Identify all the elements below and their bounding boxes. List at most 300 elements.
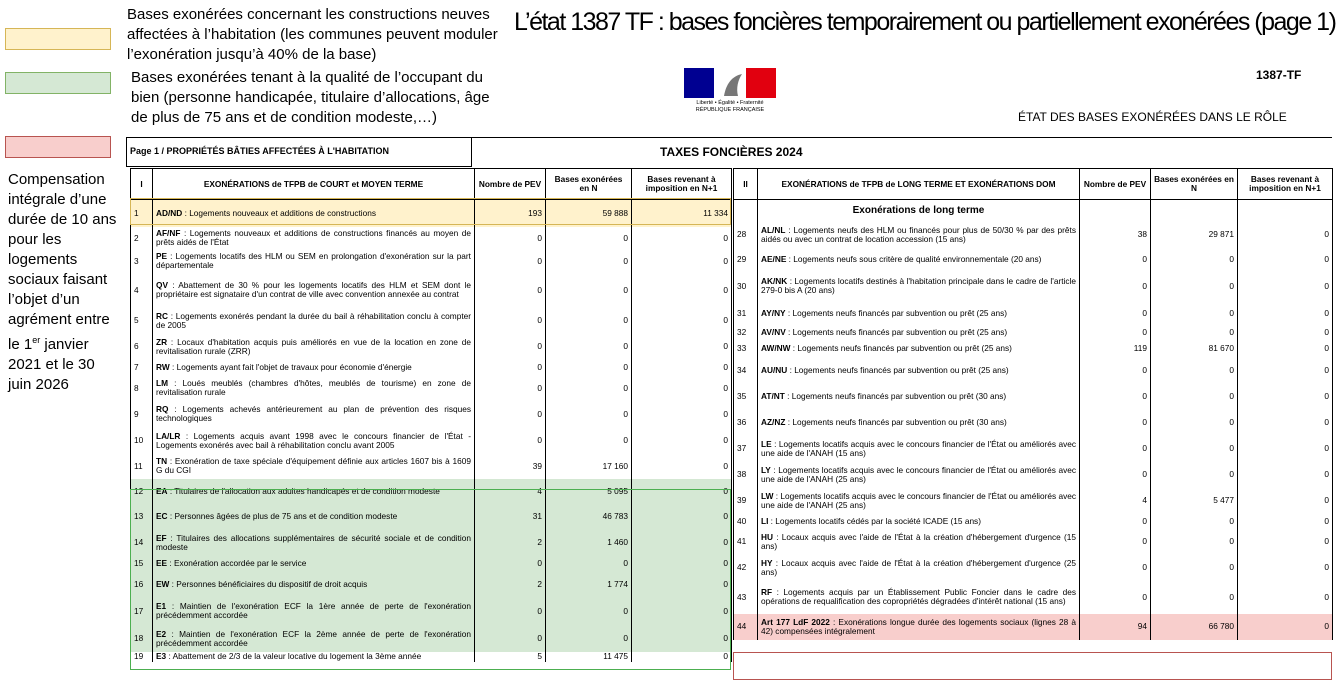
row-number: 19 xyxy=(131,652,153,662)
row-description xyxy=(758,384,1080,410)
row-bases-taxable: 0 xyxy=(1238,248,1333,271)
row-number: 11 xyxy=(131,454,153,479)
row-bases-taxable: 0 xyxy=(1238,555,1333,581)
legend-text-occupant: Bases exonérées tenant à la qualité de l’occupant du bien (personne handicapée, titulaire d’allocations, âge de plus de 75 ans et de condition modeste,…) xyxy=(131,69,490,126)
table-row xyxy=(131,273,732,308)
row-text: : Logements exonérés pendant la durée du bail à réhabilitation conclu à compter de 2005 xyxy=(156,310,471,330)
row-number: 36 xyxy=(734,410,758,436)
row-bases-taxable: 0 xyxy=(632,454,732,479)
row-description xyxy=(758,555,1080,581)
row-number: 33 xyxy=(734,341,758,357)
row-code: LM xyxy=(156,378,168,388)
republic-logo xyxy=(684,68,776,120)
long-term-exemptions-table xyxy=(733,168,1333,640)
row-number: 7 xyxy=(131,360,153,376)
row-pev: 0 xyxy=(1080,555,1151,581)
row-pev: 5 xyxy=(475,652,546,662)
row-pev: 0 xyxy=(475,401,546,428)
row-code: LI xyxy=(761,515,769,526)
row-pev: 0 xyxy=(1080,357,1151,384)
row-bases-taxable: 0 xyxy=(632,597,732,626)
table-row xyxy=(131,652,732,662)
row-code: AL/NL xyxy=(761,224,786,235)
row-description xyxy=(153,401,475,428)
row-pev: 0 xyxy=(1080,436,1151,462)
row-description xyxy=(758,271,1080,302)
table-row xyxy=(131,227,732,250)
row-bases-taxable: 0 xyxy=(1238,462,1333,488)
legend-swatch-yellow xyxy=(5,28,111,50)
row-bases-taxable: 0 xyxy=(1238,357,1333,384)
row-bases-taxable: 11 334 xyxy=(632,200,732,227)
row-pev: 119 xyxy=(1080,341,1151,357)
row-bases-exempted: 5 095 xyxy=(546,479,632,504)
table-row xyxy=(131,572,732,597)
row-bases-exempted: 0 xyxy=(1151,436,1238,462)
table-row xyxy=(131,250,732,273)
row-code: AZ/NZ xyxy=(761,417,786,427)
table-row xyxy=(131,597,732,626)
table-row xyxy=(734,410,1333,436)
row-pev: 4 xyxy=(1080,488,1151,514)
table-row xyxy=(131,626,732,652)
row-description xyxy=(758,614,1080,640)
row-bases-exempted: 0 xyxy=(1151,462,1238,488)
table-row xyxy=(131,556,732,572)
row-text: : Exonération accordée par le service xyxy=(167,558,307,568)
row-description xyxy=(153,626,475,652)
marianne-icon xyxy=(684,68,776,98)
row-bases-exempted: 0 xyxy=(1151,514,1238,529)
row-pev: 0 xyxy=(1080,410,1151,436)
row-description xyxy=(153,479,475,504)
row-bases-taxable: 0 xyxy=(1238,488,1333,514)
row-code: AW/NW xyxy=(761,343,791,353)
row-bases-taxable: 0 xyxy=(632,308,732,334)
row-code: AY/NY xyxy=(761,307,786,318)
legend-swatch-green xyxy=(5,72,111,94)
row-description xyxy=(153,360,475,376)
row-bases-exempted: 0 xyxy=(546,273,632,308)
row-description xyxy=(758,462,1080,488)
row-pev: 0 xyxy=(475,376,546,401)
row-bases-taxable: 0 xyxy=(632,556,732,572)
row-pev: 38 xyxy=(1080,222,1151,248)
row-description xyxy=(758,302,1080,325)
section-title-row xyxy=(734,200,1333,222)
table-row xyxy=(734,529,1333,555)
row-bases-taxable: 0 xyxy=(1238,410,1333,436)
row-code: RW xyxy=(156,362,170,372)
row-text: : Exonérations longue durée des logements sociaux (lignes 28 à 42) compensées intégralement xyxy=(761,616,1077,636)
header-exemptions: EXONÉRATIONS de TFPB de LONG TERME ET EXONÉRATIONS DOM xyxy=(758,169,1080,200)
row-bases-exempted: 0 xyxy=(546,597,632,626)
row-description xyxy=(153,504,475,530)
row-code: RF xyxy=(761,587,773,597)
row-number: 16 xyxy=(131,572,153,597)
row-text: : Logements locatifs acquis avec le concours financier de l'État ou améliorés avec une aide de l'ANAH (25 ans) xyxy=(761,490,1076,510)
table-row xyxy=(734,514,1333,529)
row-bases-taxable: 0 xyxy=(632,250,732,273)
row-code: TN xyxy=(156,456,168,466)
row-text: : Logements locatifs des HLM ou SEM en prolongation d'exonération sur la part départementale xyxy=(156,251,471,270)
row-bases-taxable: 0 xyxy=(1238,436,1333,462)
row-pev: 0 xyxy=(1080,514,1151,529)
row-number: 30 xyxy=(734,271,758,302)
row-number: 8 xyxy=(131,376,153,401)
page-title: L’état 1387 TF : bases foncières temporairement ou partiellement exonérées (page 1) xyxy=(514,8,1336,36)
short-term-exemptions-table xyxy=(130,168,732,662)
table-row xyxy=(734,302,1333,325)
row-bases-taxable: 0 xyxy=(632,652,732,662)
row-code: LE xyxy=(761,438,772,449)
row-pev: 39 xyxy=(475,454,546,479)
row-bases-exempted: 17 160 xyxy=(546,454,632,479)
row-text: : Logements ayant fait l'objet de travaux pour économie d'énergie xyxy=(169,362,412,372)
row-text: : Loués meublés (chambres d'hôtes, meublés de tourisme) en zone de revitalisation rurale xyxy=(156,378,471,397)
row-pev: 0 xyxy=(1080,384,1151,410)
row-code: HU xyxy=(761,531,773,542)
table-row xyxy=(131,401,732,428)
row-number: 32 xyxy=(734,325,758,341)
row-text: : Personnes bénéficiaires du dispositif de droit acquis xyxy=(169,578,368,589)
row-bases-exempted: 0 xyxy=(1151,384,1238,410)
row-description xyxy=(758,357,1080,384)
row-text: : Logements neufs financés par subvention ou prêt (25 ans) xyxy=(785,307,1007,318)
table-row xyxy=(734,436,1333,462)
row-bases-taxable: 0 xyxy=(632,273,732,308)
row-description xyxy=(758,581,1080,614)
row-number: 18 xyxy=(131,626,153,652)
row-pev: 2 xyxy=(475,530,546,556)
row-bases-exempted: 0 xyxy=(546,626,632,652)
row-number: 13 xyxy=(131,504,153,530)
row-bases-exempted: 66 780 xyxy=(1151,614,1238,640)
row-description xyxy=(153,376,475,401)
row-number: 28 xyxy=(734,222,758,248)
table-row xyxy=(734,248,1333,271)
row-text: : Exonération de taxe spéciale d'équipement définie aux articles 1607 bis à 1609 G du CGI xyxy=(156,456,471,475)
row-description xyxy=(758,325,1080,341)
row-pev: 0 xyxy=(1080,529,1151,555)
header-exemptions: EXONÉRATIONS de TFPB de COURT et MOYEN TERME xyxy=(153,169,475,200)
row-number: 12 xyxy=(131,479,153,504)
row-code: Art 177 LdF 2022 xyxy=(761,616,830,627)
row-number: 40 xyxy=(734,514,758,529)
row-text: : Logements locatifs acquis avec le concours financier de l'État ou améliorés avec une aide de l'ANAH (15 ans) xyxy=(761,438,1076,458)
row-bases-taxable: 0 xyxy=(632,504,732,530)
row-bases-taxable: 0 xyxy=(632,401,732,428)
row-text: : Logements neufs financés par subvention ou prêt (30 ans) xyxy=(785,417,1007,427)
row-text: : Locaux d'habitation acquis puis améliorés en vue de la location en zone de revitalisation rurale (ZRR) xyxy=(156,336,471,356)
row-bases-exempted: 0 xyxy=(1151,581,1238,614)
legend-text-compensation: Compensation intégrale d’une durée de 10 ans pour les logements sociaux faisant l’objet d’un agrément entre le 1er janvier 2021 et le 30 juin 2026 xyxy=(8,171,117,393)
taxes-header: TAXES FONCIÈRES 2024 xyxy=(660,145,803,159)
row-description xyxy=(758,488,1080,514)
row-code: EE xyxy=(156,558,168,568)
row-bases-exempted: 0 xyxy=(1151,325,1238,341)
row-bases-taxable: 0 xyxy=(632,626,732,652)
row-pev: 0 xyxy=(475,334,546,360)
row-bases-taxable: 0 xyxy=(1238,384,1333,410)
row-number: 15 xyxy=(131,556,153,572)
row-bases-taxable: 0 xyxy=(1238,302,1333,325)
row-code: EC xyxy=(156,511,168,521)
row-description xyxy=(758,436,1080,462)
row-text: : Logements achevés antérieurement au plan de prévention des risques technologiques xyxy=(156,404,471,423)
row-bases-taxable: 0 xyxy=(632,572,732,597)
row-pev: 0 xyxy=(475,428,546,454)
row-number: 29 xyxy=(734,248,758,271)
row-number: 2 xyxy=(131,227,153,250)
row-number: 37 xyxy=(734,436,758,462)
row-description xyxy=(153,572,475,597)
row-text: : Logements nouveaux et additions de constructions xyxy=(182,207,376,218)
table-row xyxy=(131,334,732,360)
legend-swatch-red xyxy=(5,136,111,158)
row-pev: 0 xyxy=(475,556,546,572)
row-code: LW xyxy=(761,490,774,501)
row-text: : Abattement de 30 % pour les logements locatifs des HLM et SEM dont le propriétaire est signataire d'un contrat de ville avec convention annexée au contrat xyxy=(156,280,471,299)
table-row xyxy=(734,555,1333,581)
row-text: : Logements neufs sous critère de qualité environnementale (20 ans) xyxy=(786,253,1042,264)
row-code: EF xyxy=(156,532,167,543)
row-number: 39 xyxy=(734,488,758,514)
row-number: 17 xyxy=(131,597,153,626)
row-bases-exempted: 0 xyxy=(546,428,632,454)
header-index: II xyxy=(734,169,758,200)
table-row xyxy=(131,428,732,454)
row-pev: 0 xyxy=(475,626,546,652)
row-description xyxy=(153,227,475,250)
table-row xyxy=(734,222,1333,248)
row-bases-exempted: 0 xyxy=(1151,302,1238,325)
row-pev: 0 xyxy=(1080,325,1151,341)
row-bases-taxable: 0 xyxy=(1238,581,1333,614)
row-pev: 0 xyxy=(475,360,546,376)
row-bases-taxable: 0 xyxy=(1238,341,1333,357)
row-number: 43 xyxy=(734,581,758,614)
row-bases-taxable: 0 xyxy=(632,376,732,401)
row-bases-taxable: 0 xyxy=(1238,529,1333,555)
header-bases-taxable: Bases revenant à imposition en N+1 xyxy=(632,169,732,200)
row-pev: 0 xyxy=(475,273,546,308)
row-code: EA xyxy=(156,485,168,496)
row-text: : Logements locatifs cédés par la société ICADE (15 ans) xyxy=(768,515,981,526)
table-header-row xyxy=(131,169,732,200)
taxes-header-box xyxy=(472,137,1332,167)
row-bases-exempted: 0 xyxy=(546,308,632,334)
row-bases-taxable: 0 xyxy=(632,479,732,504)
header-index: I xyxy=(131,169,153,200)
legend-text-new-constructions: Bases exonérées concernant les constructions neuves affectées à l’habitation (les communes peuvent moduler l’exonération jusqu’à 40% de la base) xyxy=(127,6,498,63)
row-pev: 0 xyxy=(1080,581,1151,614)
row-pev: 0 xyxy=(475,597,546,626)
row-bases-taxable: 0 xyxy=(632,530,732,556)
row-description xyxy=(153,652,475,662)
row-bases-exempted: 0 xyxy=(1151,248,1238,271)
row-bases-exempted: 0 xyxy=(1151,271,1238,302)
row-code: E2 xyxy=(156,628,167,639)
row-description xyxy=(758,222,1080,248)
row-bases-exempted: 1 460 xyxy=(546,530,632,556)
row-bases-exempted: 0 xyxy=(546,360,632,376)
row-description xyxy=(153,308,475,334)
table-row xyxy=(734,614,1333,640)
row-description xyxy=(153,250,475,273)
row-pev: 0 xyxy=(1080,462,1151,488)
row-pev: 193 xyxy=(475,200,546,227)
row-description xyxy=(153,454,475,479)
row-description xyxy=(758,410,1080,436)
table-row xyxy=(131,504,732,530)
row-bases-exempted: 81 670 xyxy=(1151,341,1238,357)
row-description xyxy=(758,514,1080,529)
row-bases-exempted: 0 xyxy=(546,250,632,273)
form-code: 1387-TF xyxy=(1256,68,1302,82)
logo-caption: Liberté • Égalité • Fraternité RÉPUBLIQUE FRANÇAISE xyxy=(695,100,765,113)
row-text: : Logements locatifs destinés à l'habitation principale dans le cadre de l'article 279-0 bis A (20 ans) xyxy=(761,276,1076,295)
row-pev: 0 xyxy=(1080,302,1151,325)
row-pev: 94 xyxy=(1080,614,1151,640)
row-text: : Logements neufs des HLM ou financés pour plus de 50/30 % par des prêts aidés ou avec un contrat de location accession (15 ans) xyxy=(761,224,1076,244)
row-code: RQ xyxy=(156,404,169,414)
row-code: RC xyxy=(156,310,168,321)
row-bases-taxable: 0 xyxy=(632,360,732,376)
table-row xyxy=(131,530,732,556)
row-text: : Personnes âgées de plus de 75 ans et de condition modeste xyxy=(167,511,398,521)
row-bases-exempted: 29 871 xyxy=(1151,222,1238,248)
row-bases-taxable: 0 xyxy=(1238,271,1333,302)
row-pev: 0 xyxy=(475,227,546,250)
row-number: 9 xyxy=(131,401,153,428)
row-bases-exempted: 0 xyxy=(546,556,632,572)
row-code: AK/NK xyxy=(761,276,788,286)
table-row xyxy=(734,581,1333,614)
row-pev: 31 xyxy=(475,504,546,530)
row-text: : Logements neufs financés par subvention ou prêt (25 ans) xyxy=(787,364,1009,375)
row-text: : Logements acquis avant 1998 avec le concours financier de l'État - Logements exonérés avec bail à réhabilitation conclu avant 2005 xyxy=(156,430,471,450)
row-pev: 0 xyxy=(475,308,546,334)
row-description xyxy=(153,200,475,227)
table-header-row xyxy=(734,169,1333,200)
table-row xyxy=(131,454,732,479)
row-code: AV/NV xyxy=(761,327,786,337)
row-number: 6 xyxy=(131,334,153,360)
table-row xyxy=(131,308,732,334)
row-bases-exempted: 46 783 xyxy=(546,504,632,530)
table-row xyxy=(734,488,1333,514)
row-bases-exempted: 0 xyxy=(546,401,632,428)
row-pev: 0 xyxy=(475,250,546,273)
form-subtitle: ÉTAT DES BASES EXONÉRÉES DANS LE RÔLE xyxy=(1018,110,1287,124)
row-pev: 2 xyxy=(475,572,546,597)
row-text: : Abattement de 2/3 de la valeur locative du logement la 3ème année xyxy=(166,651,422,661)
row-code: E1 xyxy=(156,601,167,611)
row-description xyxy=(153,597,475,626)
row-bases-exempted: 0 xyxy=(1151,357,1238,384)
row-bases-exempted: 1 774 xyxy=(546,572,632,597)
table-row xyxy=(131,200,732,227)
row-code: AD/ND xyxy=(156,207,183,218)
red-highlight-frame xyxy=(733,652,1332,680)
row-number: 4 xyxy=(131,273,153,308)
row-text: : Titulaires des allocations supplémentaires de sécurité sociale et de condition modeste xyxy=(156,532,471,552)
row-bases-taxable: 0 xyxy=(632,334,732,360)
row-pev: 0 xyxy=(1080,248,1151,271)
table-row xyxy=(734,271,1333,302)
row-number: 42 xyxy=(734,555,758,581)
row-text: : Maintien de l'exonération ECF la 2ème année de perte de l'exonération précédemment accordée xyxy=(156,628,471,648)
row-description xyxy=(153,530,475,556)
row-code: AF/NF xyxy=(156,228,181,238)
row-bases-exempted: 0 xyxy=(1151,555,1238,581)
row-text: : Locaux acquis avec l'aide de l'État à la création d'hébergement d'urgence (25 ans) xyxy=(761,557,1076,577)
header-pev: Nombre de PEV xyxy=(1080,169,1151,200)
row-description xyxy=(153,428,475,454)
table-row xyxy=(734,357,1333,384)
row-number: 10 xyxy=(131,428,153,454)
row-number: 41 xyxy=(734,529,758,555)
row-bases-taxable: 0 xyxy=(632,428,732,454)
row-pev: 0 xyxy=(1080,271,1151,302)
row-code: LY xyxy=(761,464,771,475)
row-bases-exempted: 0 xyxy=(1151,410,1238,436)
row-bases-exempted: 59 888 xyxy=(546,200,632,227)
row-code: E3 xyxy=(156,651,167,661)
row-text: : Maintien de l'exonération ECF la 1ère année de perte de l'exonération précédemment accordée xyxy=(156,601,471,620)
table-row xyxy=(734,462,1333,488)
row-description xyxy=(758,341,1080,357)
row-bases-exempted: 0 xyxy=(1151,529,1238,555)
row-description xyxy=(153,273,475,308)
row-code: AT/NT xyxy=(761,391,785,401)
row-text: : Logements acquis par un Établissement Public Foncier dans le cadre des opérations de requalification des copropriétés dégradées d'intérêt national (15 ans) xyxy=(761,587,1076,606)
row-bases-taxable: 0 xyxy=(1238,222,1333,248)
row-bases-exempted: 0 xyxy=(546,334,632,360)
row-bases-exempted: 0 xyxy=(546,376,632,401)
row-number: 1 xyxy=(131,200,153,227)
table-row xyxy=(734,325,1333,341)
row-number: 3 xyxy=(131,250,153,273)
row-code: AU/NU xyxy=(761,364,788,375)
header-bases-exempted: Bases exonérées en N xyxy=(546,169,632,200)
row-text: : Titulaires de l'allocation aux adultes handicapés et de condition modeste xyxy=(167,485,440,496)
row-pev: 4 xyxy=(475,479,546,504)
row-number: 35 xyxy=(734,384,758,410)
row-bases-taxable: 0 xyxy=(1238,614,1333,640)
row-number: 38 xyxy=(734,462,758,488)
row-description xyxy=(153,334,475,360)
table-row xyxy=(734,341,1333,357)
table-row xyxy=(131,376,732,401)
row-code: PE xyxy=(156,251,168,261)
row-description xyxy=(153,556,475,572)
row-code: EW xyxy=(156,578,170,589)
page-header: Page 1 / PROPRIÉTÉS BÂTIES AFFECTÉES À L'HABITATION xyxy=(130,146,390,156)
row-code: ZR xyxy=(156,336,168,347)
row-bases-taxable: 0 xyxy=(1238,325,1333,341)
header-bases-taxable: Bases revenant à imposition en N+1 xyxy=(1238,169,1333,200)
section-title: Exonérations de long terme xyxy=(758,200,1080,222)
table-row xyxy=(131,360,732,376)
row-text: : Logements locatifs acquis avec le concours financier de l'État ou améliorés avec une aide de l'ANAH (25 ans) xyxy=(761,464,1076,484)
row-description xyxy=(758,529,1080,555)
row-number: 34 xyxy=(734,357,758,384)
row-text: : Locaux acquis avec l'aide de l'État à la création d'hébergement d'urgence (15 ans) xyxy=(761,531,1076,551)
row-text: : Logements neufs financés par subvention ou prêt (25 ans) xyxy=(790,343,1012,353)
row-text: : Logements nouveaux et additions de constructions financés au moyen de prêts aidés de l'État xyxy=(156,228,471,247)
